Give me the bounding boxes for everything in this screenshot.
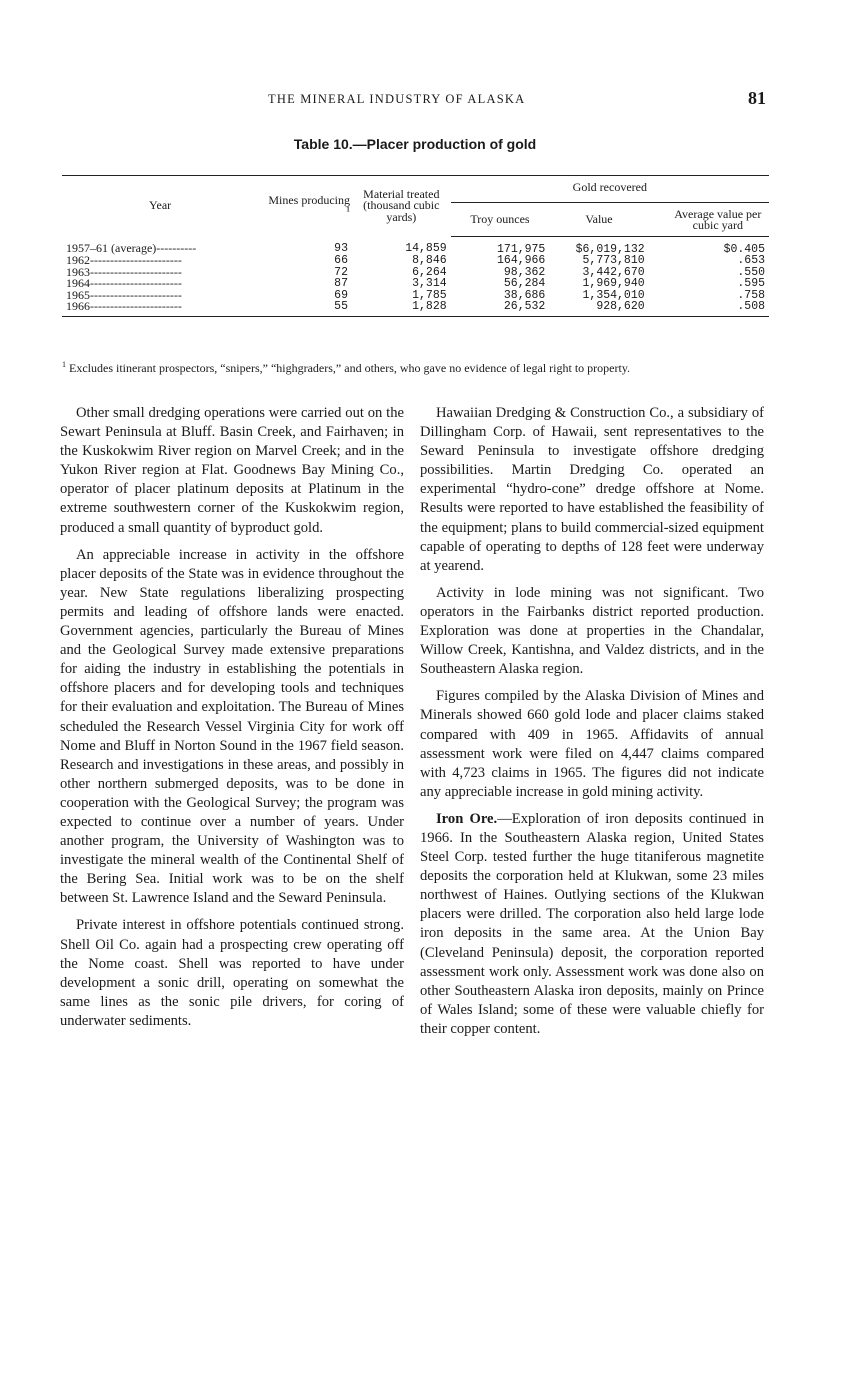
- running-title: THE MINERAL INDUSTRY OF ALASKA: [268, 92, 526, 106]
- row-material: 1,785: [412, 288, 447, 302]
- row-avg: .653: [737, 254, 765, 267]
- paragraph: Hawaiian Dredging & Construction Co., a subsidiary of Dillingham Corp. of Hawaii, sent representatives to the Seward Peninsula to investigate offshore dredging possibilities. Martin Dredging Co. operated an experimental “hydro-cone” dredge offshore at Nome. Results were reported to have established the feasibility of the equipment; plans to build commercial-sized equipment capable of operating to depths of 128 feet were underway at yearend.: [420, 405, 764, 574]
- row-avg: $0.405: [723, 242, 765, 256]
- header-troy-ounces: Troy ounces: [451, 202, 550, 236]
- table-row: [62, 301, 769, 316]
- row-value: $6,019,132: [575, 242, 645, 256]
- row-avg: .758: [737, 288, 765, 302]
- row-troy: 38,686: [503, 288, 546, 302]
- row-year: 1957–61 (average)----------: [66, 241, 197, 255]
- row-year: 1963-----------------------: [66, 266, 182, 278]
- header-material-treated: Material treated (thousand cubic yards): [352, 176, 451, 237]
- placer-gold-table: [62, 175, 769, 317]
- footnote-marker: 1: [62, 360, 66, 369]
- row-mines: 69: [334, 288, 348, 302]
- paragraph: Other small dredging operations were carried out on the Sewart Peninsula at Bluff. Basin Creek, and Fairhaven; in the Kuskokwim River region on Marvel Creek; and in the Yukon River region at Flat. Goodnews Bay Mining Co., operator of placer platinum deposits at Platinum in the extreme southwestern corner of the Kuskokwim region, produced a small quantity of byproduct gold.: [60, 405, 404, 536]
- table-row: [62, 236, 769, 255]
- paragraph-text: —Exploration of iron deposits continued in 1966. In the Southeastern Alaska region, United States Steel Corp. tested further the huge titaniferous magnetite deposits the corporation held at Klukwan, some 23 miles northwest of Haines. Outlying sections of the Klukwan placers were drilled. The corporation also held large lode iron deposits in the same area. At the Union Bay (Cleveland Peninsula) deposit, the corporation reported assessment work only. Assessment work was done also on other Southeastern Alaska iron deposits, mainly on Prince of Wales Island; some of these were valuable chiefly for their copper content.: [420, 810, 764, 1037]
- page-header: [0, 90, 865, 114]
- row-avg: .508: [649, 301, 769, 316]
- row-mines: 87: [334, 277, 348, 290]
- row-avg: .550: [737, 265, 765, 279]
- row-mines: 72: [334, 265, 348, 279]
- row-troy: 98,362: [503, 265, 546, 279]
- header-gold-recovered: Gold recovered: [451, 176, 769, 203]
- row-year: 1966-----------------------: [62, 301, 258, 316]
- row-value: 3,442,670: [582, 265, 645, 279]
- row-value: 1,969,940: [582, 277, 645, 290]
- page-number: 81: [748, 88, 766, 108]
- paragraph-iron-ore: [420, 810, 764, 1039]
- paragraph: An appreciable increase in activity in the offshore placer deposits of the State was in evidence throughout the year. New State regulations liberalizing prospecting permits and leading of offshore lands were enacted. Government agencies, particularly the Bureau of Mines and the Geological Survey made extensive preparations for aiding the industry in establishing the potentials in offshore placers and for developing tools and techniques for their evaluation and exploitation. The Bureau of Mines scheduled the Research Vessel Virginia City for work off Nome and Bluff in Norton Sound in the 1967 field season. Research and investigations in these areas, and possibly in other northern submerged deposits, was to be done in cooperation with the Geological Survey; the program was expected to continue over a number of years. Under another program, the University of Washington was to investigate the mineral wealth of the Continental Shelf of the Bering Sea. Initial work was to be on the shelf between St. Lawrence Island and the Seward Peninsula.: [60, 546, 404, 907]
- table-title: Table 10.—Placer production of gold: [293, 136, 537, 152]
- row-value: 1,354,010: [582, 288, 645, 302]
- row-mines: 93: [334, 242, 348, 256]
- row-material: 8,846: [412, 254, 447, 267]
- left-column: [60, 404, 404, 1039]
- row-mines: 55: [258, 301, 352, 316]
- header-value: Value: [549, 202, 648, 236]
- table-footnote: [62, 359, 770, 374]
- row-troy: 164,966: [497, 254, 546, 267]
- paragraph: Private interest in offshore potentials continued strong. Shell Oil Co. again had a prospecting crew operating off the Nome coast. Shell was reported to have under development a sonic drill, operating on somewhat the same lines as the sonic pile drivers, for coring of underwater sediments.: [60, 917, 404, 1029]
- row-mines: 66: [334, 254, 348, 267]
- row-year: 1964-----------------------: [66, 278, 182, 290]
- footnote-text: Excludes itinerant prospectors, “snipers,” “highgraders,” and others, who gave no evidence of legal right to property.: [66, 361, 631, 375]
- header-year: Year: [62, 176, 258, 237]
- row-value: 928,620: [549, 301, 648, 316]
- row-value: 5,773,810: [582, 254, 645, 267]
- row-troy: 56,284: [503, 277, 546, 290]
- row-troy: 171,975: [497, 242, 546, 256]
- row-material: 3,314: [412, 277, 447, 290]
- row-material: 6,264: [412, 265, 447, 279]
- table-row: [62, 278, 769, 290]
- paragraph: Figures compiled by the Alaska Division of Mines and Minerals showed 660 gold lode and placer claims staked compared with 409 in 1965. Affidavits of annual assessment work were filed on 4,447 claims compared with 4,723 claims in 1965. The figures did not indicate any appreciable increase in gold mining activity.: [420, 688, 764, 800]
- paragraph: Activity in lode mining was not significant. Two operators in the Fairbanks district reported production. Exploration was done at properties in the Chandalar, Willow Creek, Kantishna, and Valdez districts, and in the Southeastern Alaska region.: [420, 584, 764, 678]
- header-mines-producing: Mines producing ¹: [258, 176, 352, 237]
- row-material: 14,859: [405, 242, 447, 256]
- section-runin-heading: Iron Ore.: [436, 810, 498, 827]
- row-troy: 26,532: [451, 301, 550, 316]
- table-row: [62, 255, 769, 267]
- header-average-value: Average value per cubic yard: [649, 202, 769, 236]
- row-avg: .595: [737, 277, 765, 290]
- row-material: 1,828: [352, 301, 451, 316]
- row-year: 1965-----------------------: [66, 289, 182, 301]
- right-column: [420, 404, 764, 1047]
- row-year: 1962-----------------------: [66, 255, 182, 267]
